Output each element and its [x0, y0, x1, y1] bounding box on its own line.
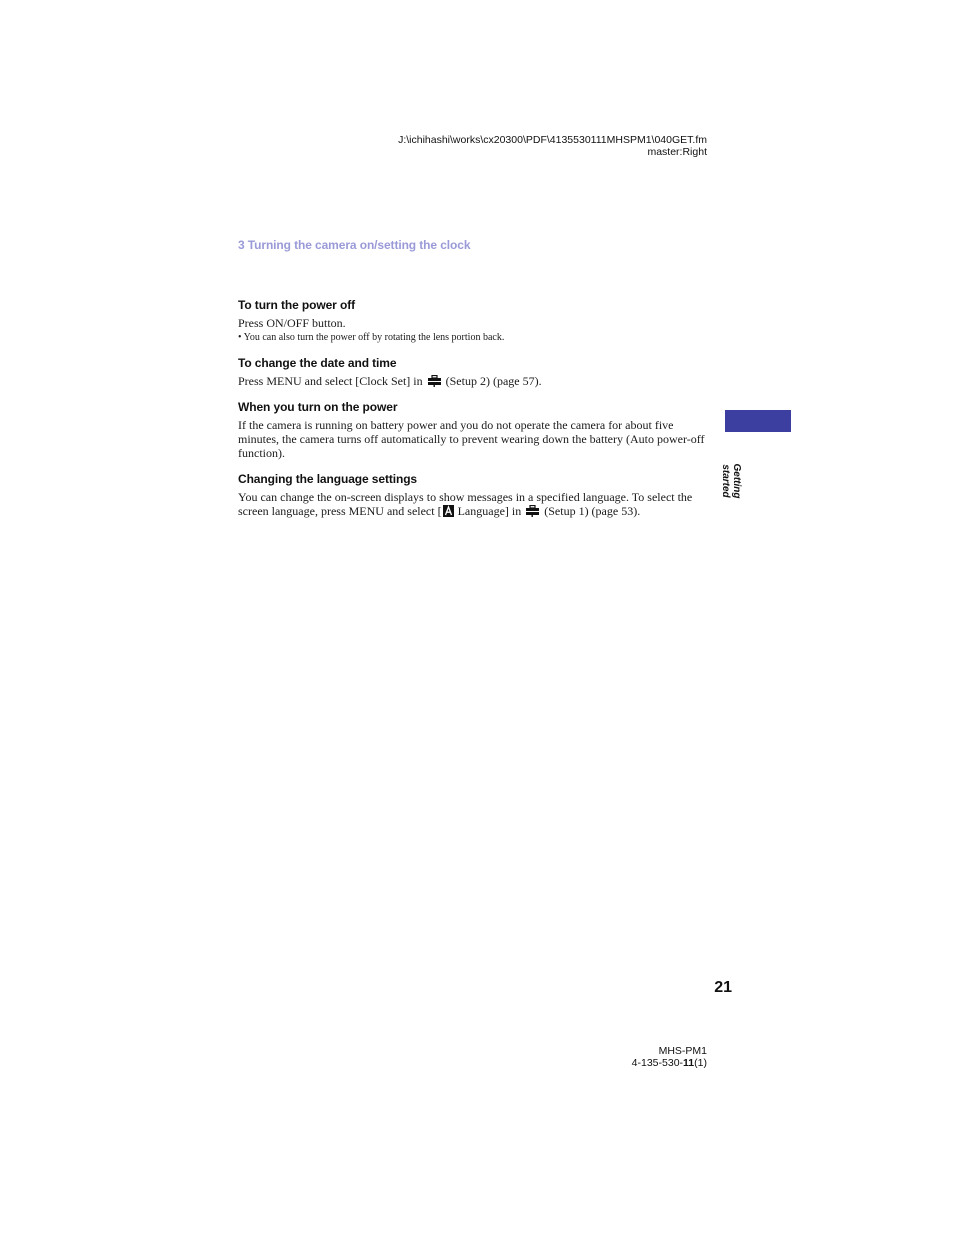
body-turn-on: If the camera is running on battery power and you do not operate the camera for about five minutes, the camera turns off automatically to prevent wearing down the battery (Auto power-off function). [238, 418, 705, 460]
heading-date-time: To change the date and time [238, 356, 397, 370]
note-power-off: • You can also turn the power off by rotating the lens portion back. [238, 332, 505, 343]
page-number: 21 [714, 979, 732, 996]
body-date-time [238, 374, 708, 388]
body-power-off: Press ON/OFF button. [238, 316, 346, 330]
model-number: MHS-PM1 [658, 1045, 707, 1057]
part-number-suffix: (1) [694, 1057, 707, 1069]
part-number-prefix: 4-135-530- [631, 1057, 684, 1069]
part-number-bold: 11 [683, 1057, 695, 1069]
toolbox-setup-icon [526, 505, 539, 517]
body-language-text2: Language] in [457, 504, 522, 518]
chapter-label: Getting started [720, 463, 742, 499]
toolbox-setup-icon [428, 375, 441, 387]
heading-power-off: To turn the power off [238, 298, 355, 312]
body-date-time-text2: (Setup 2) (page 57). [445, 374, 542, 388]
language-a-icon [443, 505, 454, 517]
footer-meta [632, 1045, 707, 1069]
body-language [238, 490, 708, 518]
content [238, 297, 708, 518]
body-language-text1: You can change the on-screen displays to show messages in a specified language. To select the screen language, press MENU and select [ [238, 490, 693, 518]
file-path: J:\ichihashi\works\cx20300\PDF\4135530111MHSPM1\040GET.fm [398, 134, 707, 146]
master-page: master:Right [647, 146, 707, 158]
section-title: 3 Turning the camera on/setting the clock [238, 238, 471, 252]
body-language-text3: (Setup 1) (page 53). [544, 504, 641, 518]
heading-turn-on: When you turn on the power [238, 400, 398, 414]
heading-language: Changing the language settings [238, 472, 418, 486]
chapter-tab [725, 410, 791, 432]
body-date-time-text1: Press MENU and select [Clock Set] in [238, 374, 423, 388]
part-number [632, 1057, 707, 1069]
header-meta [398, 134, 707, 158]
